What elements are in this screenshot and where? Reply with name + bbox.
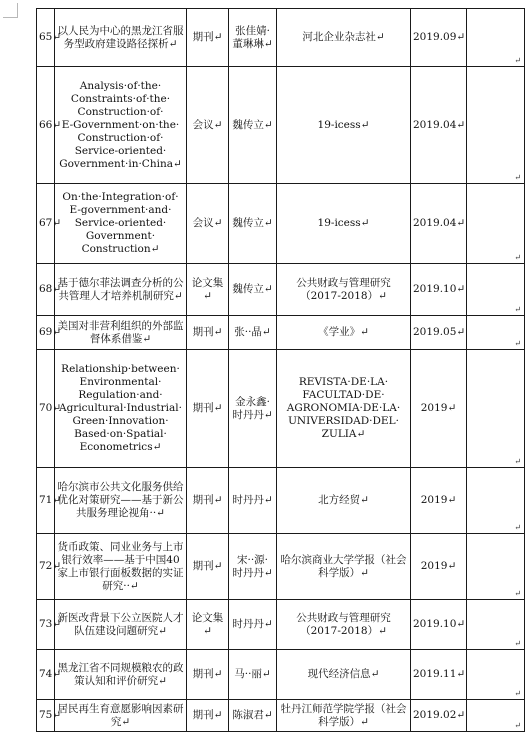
note-cell [467, 650, 525, 700]
paper-title-text: 基于德尔菲法调查分析的公共管理人才培养机制研究↵ [57, 276, 184, 302]
author: 张··晶↵ [229, 316, 277, 350]
author: 宋··源· 时丹丹↵ [229, 534, 277, 600]
paper-title [55, 264, 187, 316]
author: 魏传立↵ [229, 264, 277, 316]
author: 魏传立↵ [229, 184, 277, 264]
paragraph-mark: ↵ [514, 253, 521, 262]
publish-date: 2019↵ [411, 468, 467, 534]
table-row [37, 468, 525, 534]
publisher: 《学业》↵ [277, 316, 411, 350]
paragraph-mark: ↵ [514, 689, 521, 698]
publish-date: 2019.05↵ [411, 316, 467, 350]
table-row [37, 67, 525, 184]
publish-date: 2019↵ [411, 350, 467, 468]
publish-date: 2019.02↵ [411, 700, 467, 732]
publication-type: 期刊↵ [187, 534, 229, 600]
publication-type: 期刊↵ [187, 9, 229, 67]
publish-date: 2019.10↵ [411, 600, 467, 650]
note-cell [467, 534, 525, 600]
table-row [37, 534, 525, 600]
publisher: 现代经济信息↵ [277, 650, 411, 700]
paragraph-mark: ↵ [514, 457, 521, 466]
paper-title-text: 居民再生育意愿影响因素研究↵ [57, 702, 184, 728]
publisher: 河北企业杂志社↵ [277, 9, 411, 67]
publisher: 19-icess↵ [277, 67, 411, 184]
table-row [37, 650, 525, 700]
paper-title [55, 9, 187, 67]
publication-type: 期刊↵ [187, 468, 229, 534]
row-number: 72↵ [37, 534, 55, 600]
paragraph-mark: ↵ [514, 523, 521, 532]
publish-date: 2019.10↵ [411, 264, 467, 316]
publication-type: 论文集↵ [187, 600, 229, 650]
publisher: 19-icess↵ [277, 184, 411, 264]
author: 金永鑫· 时丹丹↵ [229, 350, 277, 468]
row-number: 65↵ [37, 9, 55, 67]
publisher: 北方经贸↵ [277, 468, 411, 534]
row-number: 67↵ [37, 184, 55, 264]
paper-title-text: On·the·Integration·of· E-government·and· Service-oriented· Government· Construction↵ [62, 191, 179, 255]
paragraph-mark: ↵ [514, 721, 521, 730]
paragraph-mark: ↵ [514, 56, 521, 65]
paper-title [55, 184, 187, 264]
publish-date: 2019.04↵ [411, 67, 467, 184]
paragraph-mark: ↵ [514, 639, 521, 648]
paper-title-text: Analysis·of·the· Constraints·of·the· Construction·of· E-Government·on·the· Construction·of· Service-oriented· Government·in·China↵ [59, 79, 182, 170]
publication-type: 期刊↵ [187, 316, 229, 350]
row-number: 68↵ [37, 264, 55, 316]
paper-title-text: 美国对非营利组织的外部监督体系借鉴↵ [57, 319, 184, 345]
author: 张佳婧· 董琳琳↵ [229, 9, 277, 67]
author: 时丹丹↵ [229, 468, 277, 534]
note-cell [467, 700, 525, 732]
note-cell [467, 350, 525, 468]
paper-title-text: 哈尔滨市公共文化服务供给优化对策研究——基于新公共服务理论视角··↵ [57, 481, 184, 519]
table-row [37, 316, 525, 350]
publication-type: 论文集↵ [187, 264, 229, 316]
table-row [37, 264, 525, 316]
page-corner-mark [3, 3, 18, 18]
row-number: 66↵ [37, 67, 55, 184]
note-cell [467, 316, 525, 350]
paragraph-mark: ↵ [514, 589, 521, 598]
row-number: 71↵ [37, 468, 55, 534]
paper-title-text: Relationship·between· Environmental· Regulation·and· Agricultural·Industrial· Green·Innovation· Based·on·Spatial· Econometrics↵ [59, 363, 182, 453]
table-row [37, 184, 525, 264]
paper-title-text: 黑龙江省不同规模粮农的政策认知和评价研究↵ [57, 661, 184, 687]
paragraph-mark: ↵ [514, 339, 521, 348]
table-row [37, 350, 525, 468]
row-number: 73↵ [37, 600, 55, 650]
table-body [37, 9, 525, 732]
author: 马··丽↵ [229, 650, 277, 700]
paragraph-mark: ↵ [514, 305, 521, 314]
paper-title [55, 67, 187, 184]
publication-type: 期刊↵ [187, 650, 229, 700]
note-cell [467, 184, 525, 264]
publisher: REVISTA·DE·LA· FACULTAD·DE· AGRONOMIA·DE·LA· UNIVERSIDAD·DEL· ZULIA↵ [277, 350, 411, 468]
note-cell [467, 600, 525, 650]
paper-title [55, 316, 187, 350]
publication-type: 会议↵ [187, 67, 229, 184]
publisher: 公共财政与管理研究 （2017-2018）↵ [277, 600, 411, 650]
paper-title [55, 650, 187, 700]
paper-title-text: 以人民为中心的黑龙江省服务型政府建设路径探析↵ [57, 24, 184, 50]
publish-date: 2019.04↵ [411, 184, 467, 264]
publication-type: 会议↵ [187, 184, 229, 264]
row-number: 69↵ [37, 316, 55, 350]
publication-type: 期刊↵ [187, 700, 229, 732]
publisher: 牡丹江师范学院学报（社会科学版）↵ [277, 700, 411, 732]
note-cell [467, 264, 525, 316]
note-cell [467, 468, 525, 534]
publication-table [36, 8, 525, 732]
paper-title-text: 货币政策、同业业务与上市银行效率——基于中国40家上市银行面板数据的实证研究··↵ [57, 540, 184, 592]
table-row [37, 700, 525, 732]
paragraph-mark: ↵ [514, 173, 521, 182]
paper-title [55, 468, 187, 534]
table-row [37, 9, 525, 67]
publication-type: 期刊↵ [187, 350, 229, 468]
table-row [37, 600, 525, 650]
row-number: 75↵ [37, 700, 55, 732]
note-cell [467, 67, 525, 184]
row-number: 70↵ [37, 350, 55, 468]
paper-title [55, 700, 187, 732]
publish-date: 2019↵ [411, 534, 467, 600]
paper-title-text: 新医改背景下公立医院人才队伍建设问题研究↵ [57, 611, 184, 637]
publish-date: 2019.11↵ [411, 650, 467, 700]
paper-title [55, 600, 187, 650]
author: 时丹丹↵ [229, 600, 277, 650]
paper-title [55, 534, 187, 600]
publisher: 哈尔滨商业大学学报（社会科学版）↵ [277, 534, 411, 600]
row-number: 74↵ [37, 650, 55, 700]
paper-title [55, 350, 187, 468]
note-cell [467, 9, 525, 67]
publisher: 公共财政与管理研究 （2017-2018）↵ [277, 264, 411, 316]
author: 魏传立↵ [229, 67, 277, 184]
author: 陈淑君↵ [229, 700, 277, 732]
publish-date: 2019.09↵ [411, 9, 467, 67]
